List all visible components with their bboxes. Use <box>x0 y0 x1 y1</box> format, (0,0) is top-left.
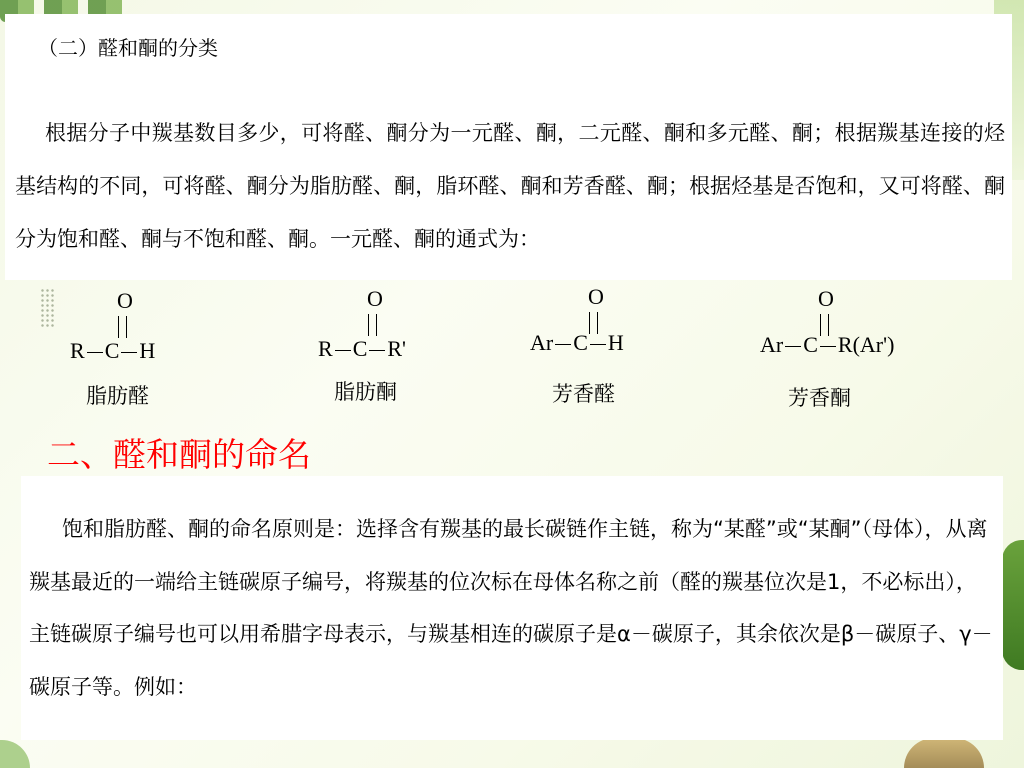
background-corner-leaf-decoration <box>0 740 30 768</box>
oxygen-atom: O <box>588 284 604 309</box>
formula-aliphatic-aldehyde <box>70 288 220 408</box>
single-bond <box>555 344 571 345</box>
background-tree-decoration <box>1002 540 1024 670</box>
right-group: R' <box>387 336 407 361</box>
formula-name: 芳香醛 <box>552 382 615 406</box>
classification-paragraph: 根据分子中羰基数目多少，可将醛、酮分为一元醛、酮，二元醛、酮和多元醛、酮；根据羰基连接的烃基结构的不同，可将醛、酮分为脂肪醛、酮，脂环醛、酮和芳香醛、酮；根据烃基是否饱和，又可将醛、酮分为饱和醛、酮与不饱和醛、酮。一元醛、酮的通式为： <box>15 121 1005 251</box>
single-bond <box>785 346 801 347</box>
single-bond <box>820 346 836 347</box>
formula-aliphatic-ketone <box>318 286 468 406</box>
single-bond <box>335 350 351 351</box>
formula-aromatic-ketone <box>760 286 950 412</box>
right-group: H <box>139 338 156 363</box>
formula-name: 脂肪醛 <box>86 384 149 408</box>
single-bond <box>369 350 385 351</box>
right-group: R(Ar') <box>837 332 895 357</box>
double-bond <box>368 314 377 336</box>
oxygen-atom: O <box>818 286 834 311</box>
naming-panel <box>21 476 1003 740</box>
single-bond <box>590 344 606 345</box>
formula-name: 脂肪酮 <box>334 380 397 404</box>
right-group: H <box>607 330 624 355</box>
left-group: Ar <box>530 330 554 355</box>
carbon-atom: C <box>803 332 818 357</box>
carbon-atom: C <box>573 330 588 355</box>
double-bond <box>118 316 127 338</box>
carbon-atom: C <box>352 336 368 361</box>
left-group: R <box>70 338 85 363</box>
single-bond <box>87 352 103 353</box>
formula-name: 芳香酮 <box>788 386 851 410</box>
background-grass-decoration <box>904 738 984 768</box>
section-title: 二、醛和酮的命名 <box>47 435 311 474</box>
classification-panel <box>5 14 1012 280</box>
background-dots-decoration <box>40 288 54 328</box>
oxygen-atom: O <box>117 288 133 313</box>
oxygen-atom: O <box>367 286 383 311</box>
naming-paragraph: 饱和脂肪醛、酮的命名原则是：选择含有羰基的最长碳链作主链，称为“某醛”或“某酮”（母体），从离羰基最近的一端给主链碳原子编号，将羰基的位次标在母体名称之前（醛的羰基位次是1，不必标出），主链碳原子编号也可以用希腊字母表示，与羰基相连的碳原子是α－碳原子，其余依次是β－碳原子、γ－碳原子等。例如： <box>29 517 993 699</box>
classification-heading: （二）醛和酮的分类 <box>38 36 218 60</box>
left-group: R <box>318 336 333 361</box>
formula-aromatic-aldehyde <box>530 284 690 404</box>
left-group: Ar <box>760 332 784 357</box>
single-bond <box>121 352 137 353</box>
carbon-atom: C <box>104 338 120 363</box>
